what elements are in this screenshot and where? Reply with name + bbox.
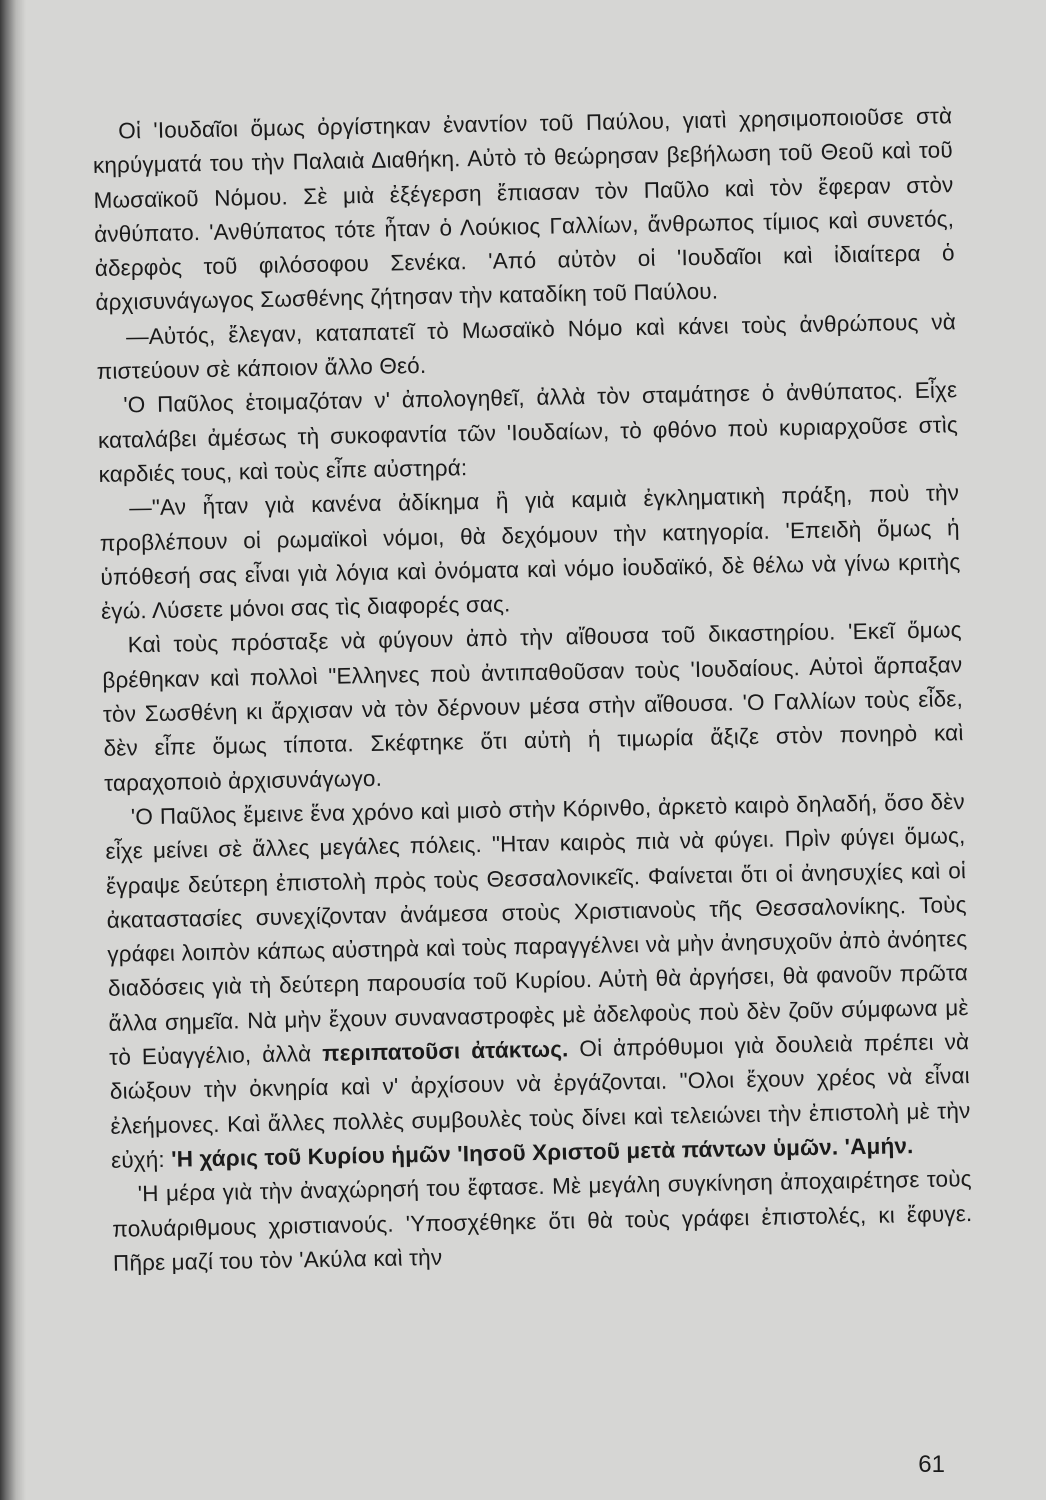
paragraph-6 (105, 785, 972, 1178)
paragraph-6-segment-1: 'Ο Παῦλος ἔμεινε ἕνα χρόνο καὶ μισὸ στὴν Κόρινθο, ἀρκετὸ καιρὸ δηλαδή, ὅσο δὲν εἶχε μείνει σὲ ἄλλες μεγάλες πόλεις. "Ηταν καιρὸς πιὰ νὰ φύγει. Πρὶν φύγει ὅμως, ἔγραψε δεύτερη ἐπιστολὴ πρὸς τοὺς Θεσσαλονικεῖς. Φαίνεται ὅτι οἱ ἀνησυχίες καὶ οἱ ἀκαταστασίες συνεχίζονταν ἀνάμεσα στοὺς Χριστιανοὺς τῆς Θεσσαλονίκης. Τοὺς γράφει λοιπὸν κάπως αὐστηρὰ καὶ τοὺς παραγγέλνει νὰ μὴν ἀνησυχοῦν ἀπὸ ἀνόητες διαδόσεις γιὰ τὴ δεύτερη παρουσία τοῦ Κυρίου. Αὐτὴ θὰ ἀργήσει, θὰ φανοῦν πρῶτα ἄλλα σημεῖα. Νὰ μὴν ἔχουν συναναστροφὲς μὲ ἀδελφοὺς ποὺ δὲν ζοῦν σύμφωνα μὲ τὸ Εὐαγγέλιο, ἀλλὰ (105, 789, 969, 1070)
paragraph-3: 'Ο Παῦλος ἑτοιμαζόταν ν' ἀπολογηθεῖ, ἀλλὰ τὸν σταμάτησε ὁ ἀνθύπατος. Εἶχε καταλάβει ἀμέσως τὴ συκοφαντία τῶν 'Ιουδαίων, τὸ φθόνο ποὺ κυριαρχοῦσε στὶς καρδιές τους, καὶ τοὺς εἶπε αὐστηρά: (97, 377, 959, 487)
paragraph-5: Καὶ τοὺς πρόσταξε νὰ φύγουν ἀπὸ τὴν αἴθουσα τοῦ δικαστηρίου. 'Εκεῖ ὅμως βρέθηκαν καὶ πολλοὶ "Ελληνες ποὺ ἀντιπαθοῦσαν τοὺς 'Ιουδαίους. Αὐτοὶ ἅρπαξαν τὸν Σωσθένη κι ἄρχισαν νὰ τὸν δέρνουν μέσα στὴν αἴθουσα. 'Ο Γαλλίων τοὺς εἶδε, δὲν εἶπε ὅμως τίποτα. Σκέφτηκε ὅτι αὐτὴ ἡ τιμωρία ἄξιζε στὸν πονηρὸ καὶ ταραχοποιὸ ἀρχισυνάγωγο. (102, 617, 964, 796)
paragraph-6-bold-blessing: 'Η χάρις τοῦ Κυρίου ἡμῶν 'Ιησοῦ Χριστοῦ μετὰ πάντων ὑμῶν. 'Αμήν. (170, 1133, 914, 1172)
paragraph-4-dialogue: —"Αν ἦταν γιὰ κανένα ἀδίκημα ἢ γιὰ καμιὰ ἐγκληματικὴ πράξη, ποὺ τὴν προβλέπουν οἱ ρωμαϊκοὶ νόμοι, θὰ δεχόμουν τὴν κατηγορία. 'Επειδὴ ὅμως ἡ ὑπόθεσή σας εἶναι γιὰ λόγια καὶ ὀνόματα καὶ νόμο ἰουδαϊκό, δὲ θέλω νὰ γίνω κριτὴς ἐγώ. Λύσετε μόνοι σας τὶς διαφορές σας. (99, 480, 961, 625)
paragraph-7: 'Η μέρα γιὰ τὴν ἀναχώρησή του ἔφτασε. Μὲ μεγάλη συγκίνηση ἀποχαιρέτησε τοὺς πολυάριθμους χριστιανούς. 'Υποσχέθηκε ὅτι θὰ τοὺς γράφει ἐπιστολές, κι ἔφυγε. Πῆρε μαζί του τὸν 'Ακύλα καὶ τὴν (112, 1166, 973, 1276)
binding-edge-shadow (0, 0, 26, 1500)
paragraph-1: Οἱ 'Ιουδαῖοι ὅμως ὀργίστηκαν ἐναντίον τοῦ Παύλου, γιατὶ χρησιμοποιοῦσε στὰ κηρύγματά του τὴν Παλαιὰ Διαθήκη. Αὐτὸ τὸ θεώρησαν βεβήλωση τοῦ Θεοῦ καὶ τοῦ Μωσαϊκοῦ Νόμου. Σὲ μιὰ ἐξέγερση ἔπιασαν τὸν Παῦλο καὶ τὸν ἔφεραν στὸν ἀνθύπατο. 'Ανθύπατος τότε ἦταν ὁ Λούκιος Γαλλίων, ἄνθρωπος τίμιος καὶ συνετός, ἀδερφὸς τοῦ φιλόσοφου Σενέκα. 'Από αὐτὸν οἱ 'Ιουδαῖοι καὶ ἰδιαίτερα ὁ ἀρχισυνάγωγος Σωσθένης ζήτησαν τὴν καταδίκη τοῦ Παύλου. (92, 103, 955, 316)
paragraph-6-segment-3: Οἱ ἀπρόθυμοι γιὰ δουλειὰ πρέπει νὰ διώξουν τὴν ὀκνηρία καὶ ν' ἀρχίσουν νὰ ἐργάζονται. "Ολοι ἔχουν χρέος νὰ εἶναι ἐλεήμονες. Καὶ ἄλλες πολλὲς συμβουλὲς τοὺς δίνει καὶ τελειώνει τὴν ἐπιστολὴ μὲ τὴν εὐχή: (109, 1029, 971, 1173)
page-body-text (92, 99, 973, 1281)
paragraph-2-dialogue: —Αὐτός, ἔλεγαν, καταπατεῖ τὸ Μωσαϊκὸ Νόμο καὶ κάνει τοὺς ἀνθρώπους νὰ πιστεύουν σὲ κάποιον ἄλλο Θεό. (96, 308, 957, 385)
page-number: 61 (918, 1451, 945, 1478)
paragraph-6-bold-phrase: περιπατοῦσι ἀτάκτως. (322, 1036, 569, 1066)
